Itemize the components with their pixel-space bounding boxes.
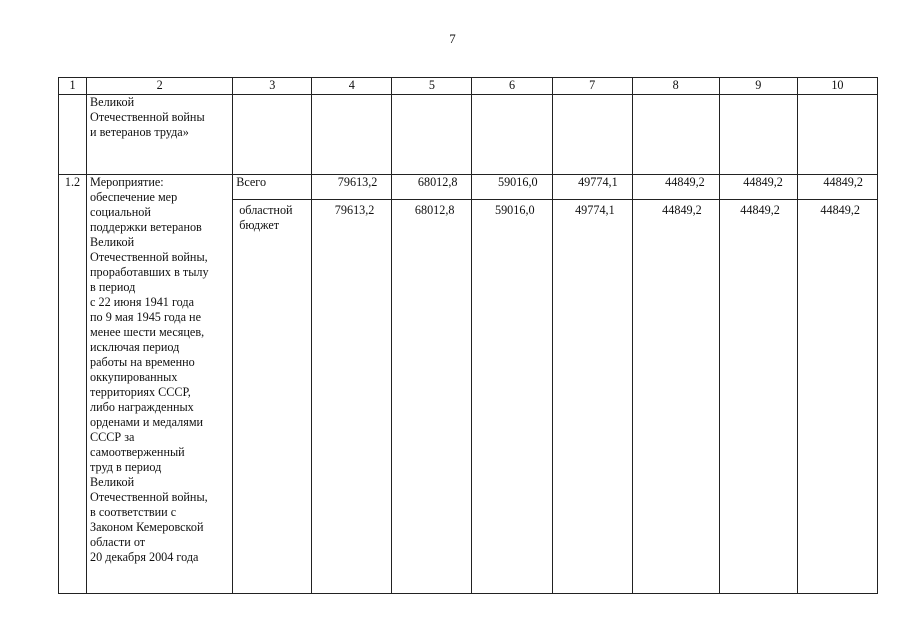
row-description: Мероприятие: обеспечение мер социальной поддержки ветеранов Великой Отечественной войны, проработавших в тылу в период с 22 июня 1941 года по 9 мая 1945 года не менее шести месяцев, исключая период работы на временно оккупированных территориях СССР, либо награжденных орденами и медалями СССР за самоотверженный труд в период Великой Отечественной войны, в соответствии с Законом Кемеровской области от 20 декабря 2004 года [87,175,233,594]
column-number: 2 [87,78,233,95]
row-description: Великой Отечественной войны и ветеранов труда» [87,95,233,175]
funding-source-cell [233,175,312,594]
value-cell [312,175,392,594]
value-cell [472,175,552,594]
empty-cell [797,95,877,175]
empty-cell [312,95,392,175]
regional-value: 44849,2 [820,203,860,217]
table-row-1-2 [59,175,878,594]
budget-table [58,77,878,594]
total-value: 49774,1 [553,175,632,200]
regional-value: 44849,2 [740,203,780,217]
value-cell [392,175,472,594]
empty-cell [392,95,472,175]
table-row-continuation [59,95,878,175]
total-value: 79613,2 [312,175,391,200]
row-number [59,95,87,175]
row-number: 1.2 [59,175,87,594]
column-number: 3 [233,78,312,95]
column-number: 9 [719,78,797,95]
total-value: 44849,2 [720,175,797,200]
total-value: 44849,2 [798,175,877,200]
total-value: 59016,0 [472,175,551,200]
column-number: 6 [472,78,552,95]
column-number: 10 [797,78,877,95]
value-cell [632,175,719,594]
regional-value: 59016,0 [494,203,535,217]
total-value: 44849,2 [633,175,719,200]
total-value: 68012,8 [392,175,471,200]
regional-value: 44849,2 [662,203,702,217]
column-number: 7 [552,78,632,95]
column-number: 4 [312,78,392,95]
value-cell [552,175,632,594]
empty-cell [233,95,312,175]
funding-source-regional: областной бюджет [239,203,293,232]
regional-value: 68012,8 [414,203,455,217]
empty-cell [632,95,719,175]
page-number: 7 [449,31,456,46]
column-number: 1 [59,78,87,95]
empty-cell [552,95,632,175]
value-cell [797,175,877,594]
regional-value: 49774,1 [575,203,615,217]
funding-source-total: Всего [233,175,311,200]
column-number: 5 [392,78,472,95]
empty-cell [719,95,797,175]
regional-value: 79613,2 [334,203,375,217]
column-number: 8 [632,78,719,95]
column-number-row [59,78,878,95]
empty-cell [472,95,552,175]
value-cell [719,175,797,594]
